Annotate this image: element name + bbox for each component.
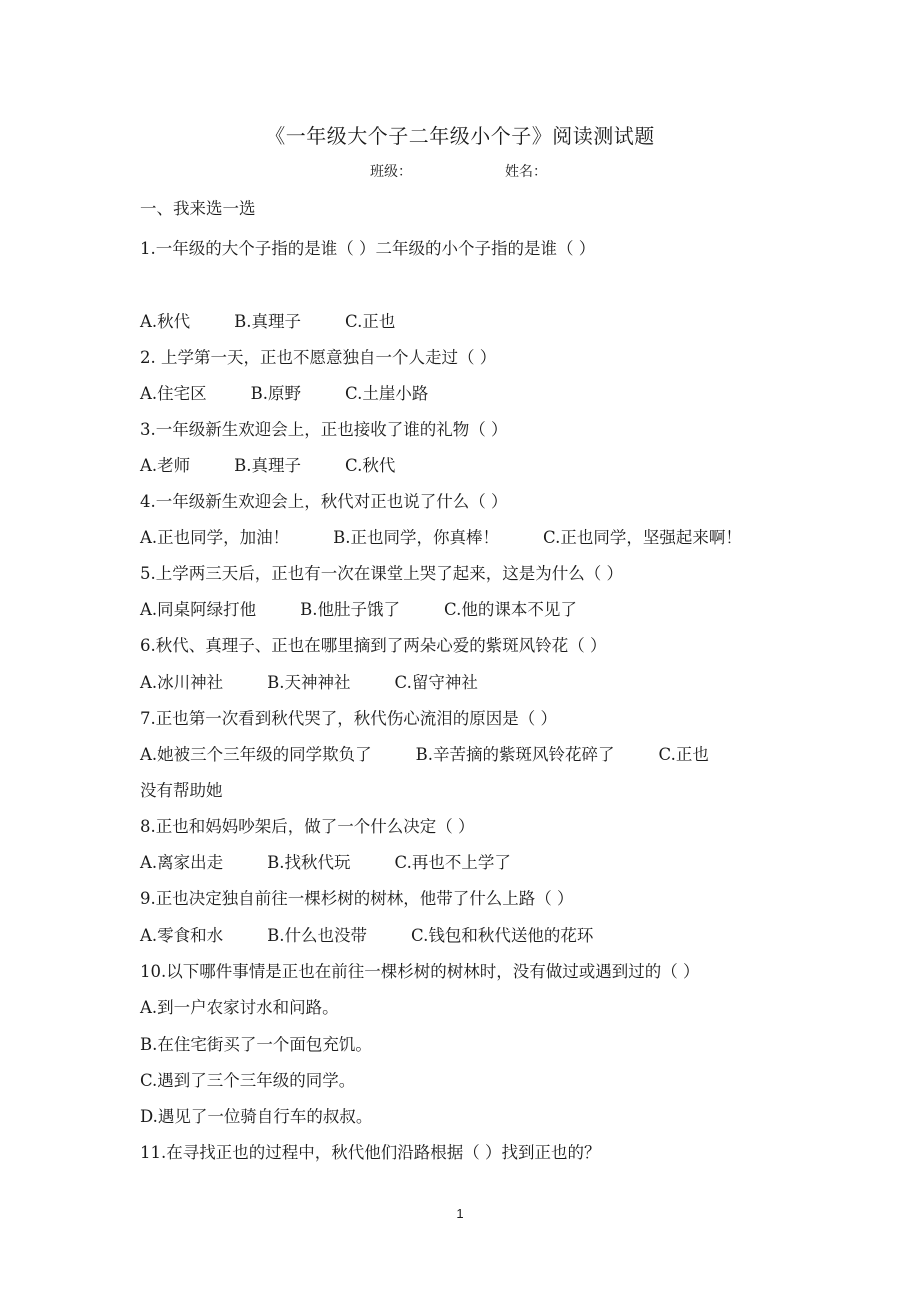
option-a: A.离家出走 [140, 853, 224, 872]
question-2-options [140, 382, 800, 406]
question-5: 5.上学两三天后，正也有一次在课堂上哭了起来，这是为什么（ ） [140, 564, 623, 583]
section-heading: 一、我来选一选 [140, 199, 256, 218]
question-6-options [140, 671, 800, 695]
option-b: B.天神神社 [267, 673, 351, 692]
option-b: B.正也同学，你真棒！ [333, 528, 500, 547]
question-9: 9.正也决定独自前往一棵杉树的树林，他带了什么上路（ ） [140, 889, 574, 908]
question-1-options [140, 310, 800, 334]
question-3-options [140, 454, 800, 478]
question-9-options [140, 924, 800, 948]
option-c: C.土崖小路 [345, 384, 429, 403]
option-b: B.他肚子饿了 [300, 600, 401, 619]
option-a: A.零食和水 [140, 926, 224, 945]
question-1: 1.一年级的大个子指的是谁（ ）二年级的小个子指的是谁（ ） [140, 239, 596, 258]
question-10-option-a: A.到一户农家讨水和问路。 [140, 998, 339, 1017]
question-2: 2. 上学第一天，正也不愿意独自一个人走过（ ） [140, 348, 497, 367]
option-b: B.真理子 [234, 456, 302, 475]
class-label: 班级： [370, 164, 412, 180]
option-c: C.秋代 [345, 456, 396, 475]
question-6: 6.秋代、真理子、正也在哪里摘到了两朵心爱的紫斑风铃花（ ） [140, 636, 607, 655]
option-a: A.老师 [140, 456, 191, 475]
question-10-option-d: D.遇见了一位骑自行车的叔叔。 [140, 1107, 373, 1126]
option-c: C.钱包和秋代送他的花环 [411, 926, 594, 945]
question-4: 4.一年级新生欢迎会上，秋代对正也说了什么（ ） [140, 492, 508, 511]
option-c: C.正也同学，坚强起来啊！ [543, 528, 742, 547]
option-a: A.正也同学，加油！ [140, 528, 290, 547]
question-7-option-continuation: 没有帮助她 [140, 781, 223, 800]
question-10-option-b: B.在住宅街买了一个面包充饥。 [140, 1035, 372, 1054]
question-11: 11.在寻找正也的过程中，秋代他们沿路根据（ ）找到正也的？ [140, 1143, 601, 1162]
question-10-option-c: C.遇到了三个三年级的同学。 [140, 1071, 356, 1090]
question-4-options [140, 526, 800, 550]
option-a: A.冰川神社 [140, 673, 224, 692]
page-number: 1 [456, 1206, 464, 1221]
question-7-options [140, 743, 800, 767]
question-8-options [140, 851, 800, 875]
option-b: B.真理子 [234, 312, 302, 331]
option-a: A.住宅区 [140, 384, 207, 403]
question-5-options [140, 598, 800, 622]
option-c: C.留守神社 [394, 673, 478, 692]
option-a: A.同桌阿绿打他 [140, 600, 257, 619]
option-c: C.再也不上学了 [394, 853, 511, 872]
question-8: 8.正也和妈妈吵架后，做了一个什么决定（ ） [140, 817, 475, 836]
option-c: C.正也 [658, 745, 709, 764]
option-a: A.她被三个三年级的同学欺负了 [140, 745, 372, 764]
question-10: 10.以下哪件事情是正也在前往一棵杉树的树林时，没有做过或遇到过的（ ） [140, 962, 700, 981]
option-b: B.原野 [250, 384, 302, 403]
option-b: B.找秋代玩 [267, 853, 351, 872]
question-7: 7.正也第一次看到秋代哭了，秋代伤心流泪的原因是（ ） [140, 709, 557, 728]
option-c: C.正也 [345, 312, 396, 331]
option-b: B.什么也没带 [267, 926, 368, 945]
option-b: B.辛苦摘的紫斑风铃花碎了 [415, 745, 615, 764]
option-a: A.秋代 [140, 312, 191, 331]
option-c: C.他的课本不见了 [444, 600, 577, 619]
document-title: 《一年级大个子二年级小个子》阅读测试题 [265, 124, 655, 148]
question-3: 3.一年级新生欢迎会上，正也接收了谁的礼物（ ） [140, 420, 508, 439]
name-label: 姓名： [505, 164, 547, 180]
